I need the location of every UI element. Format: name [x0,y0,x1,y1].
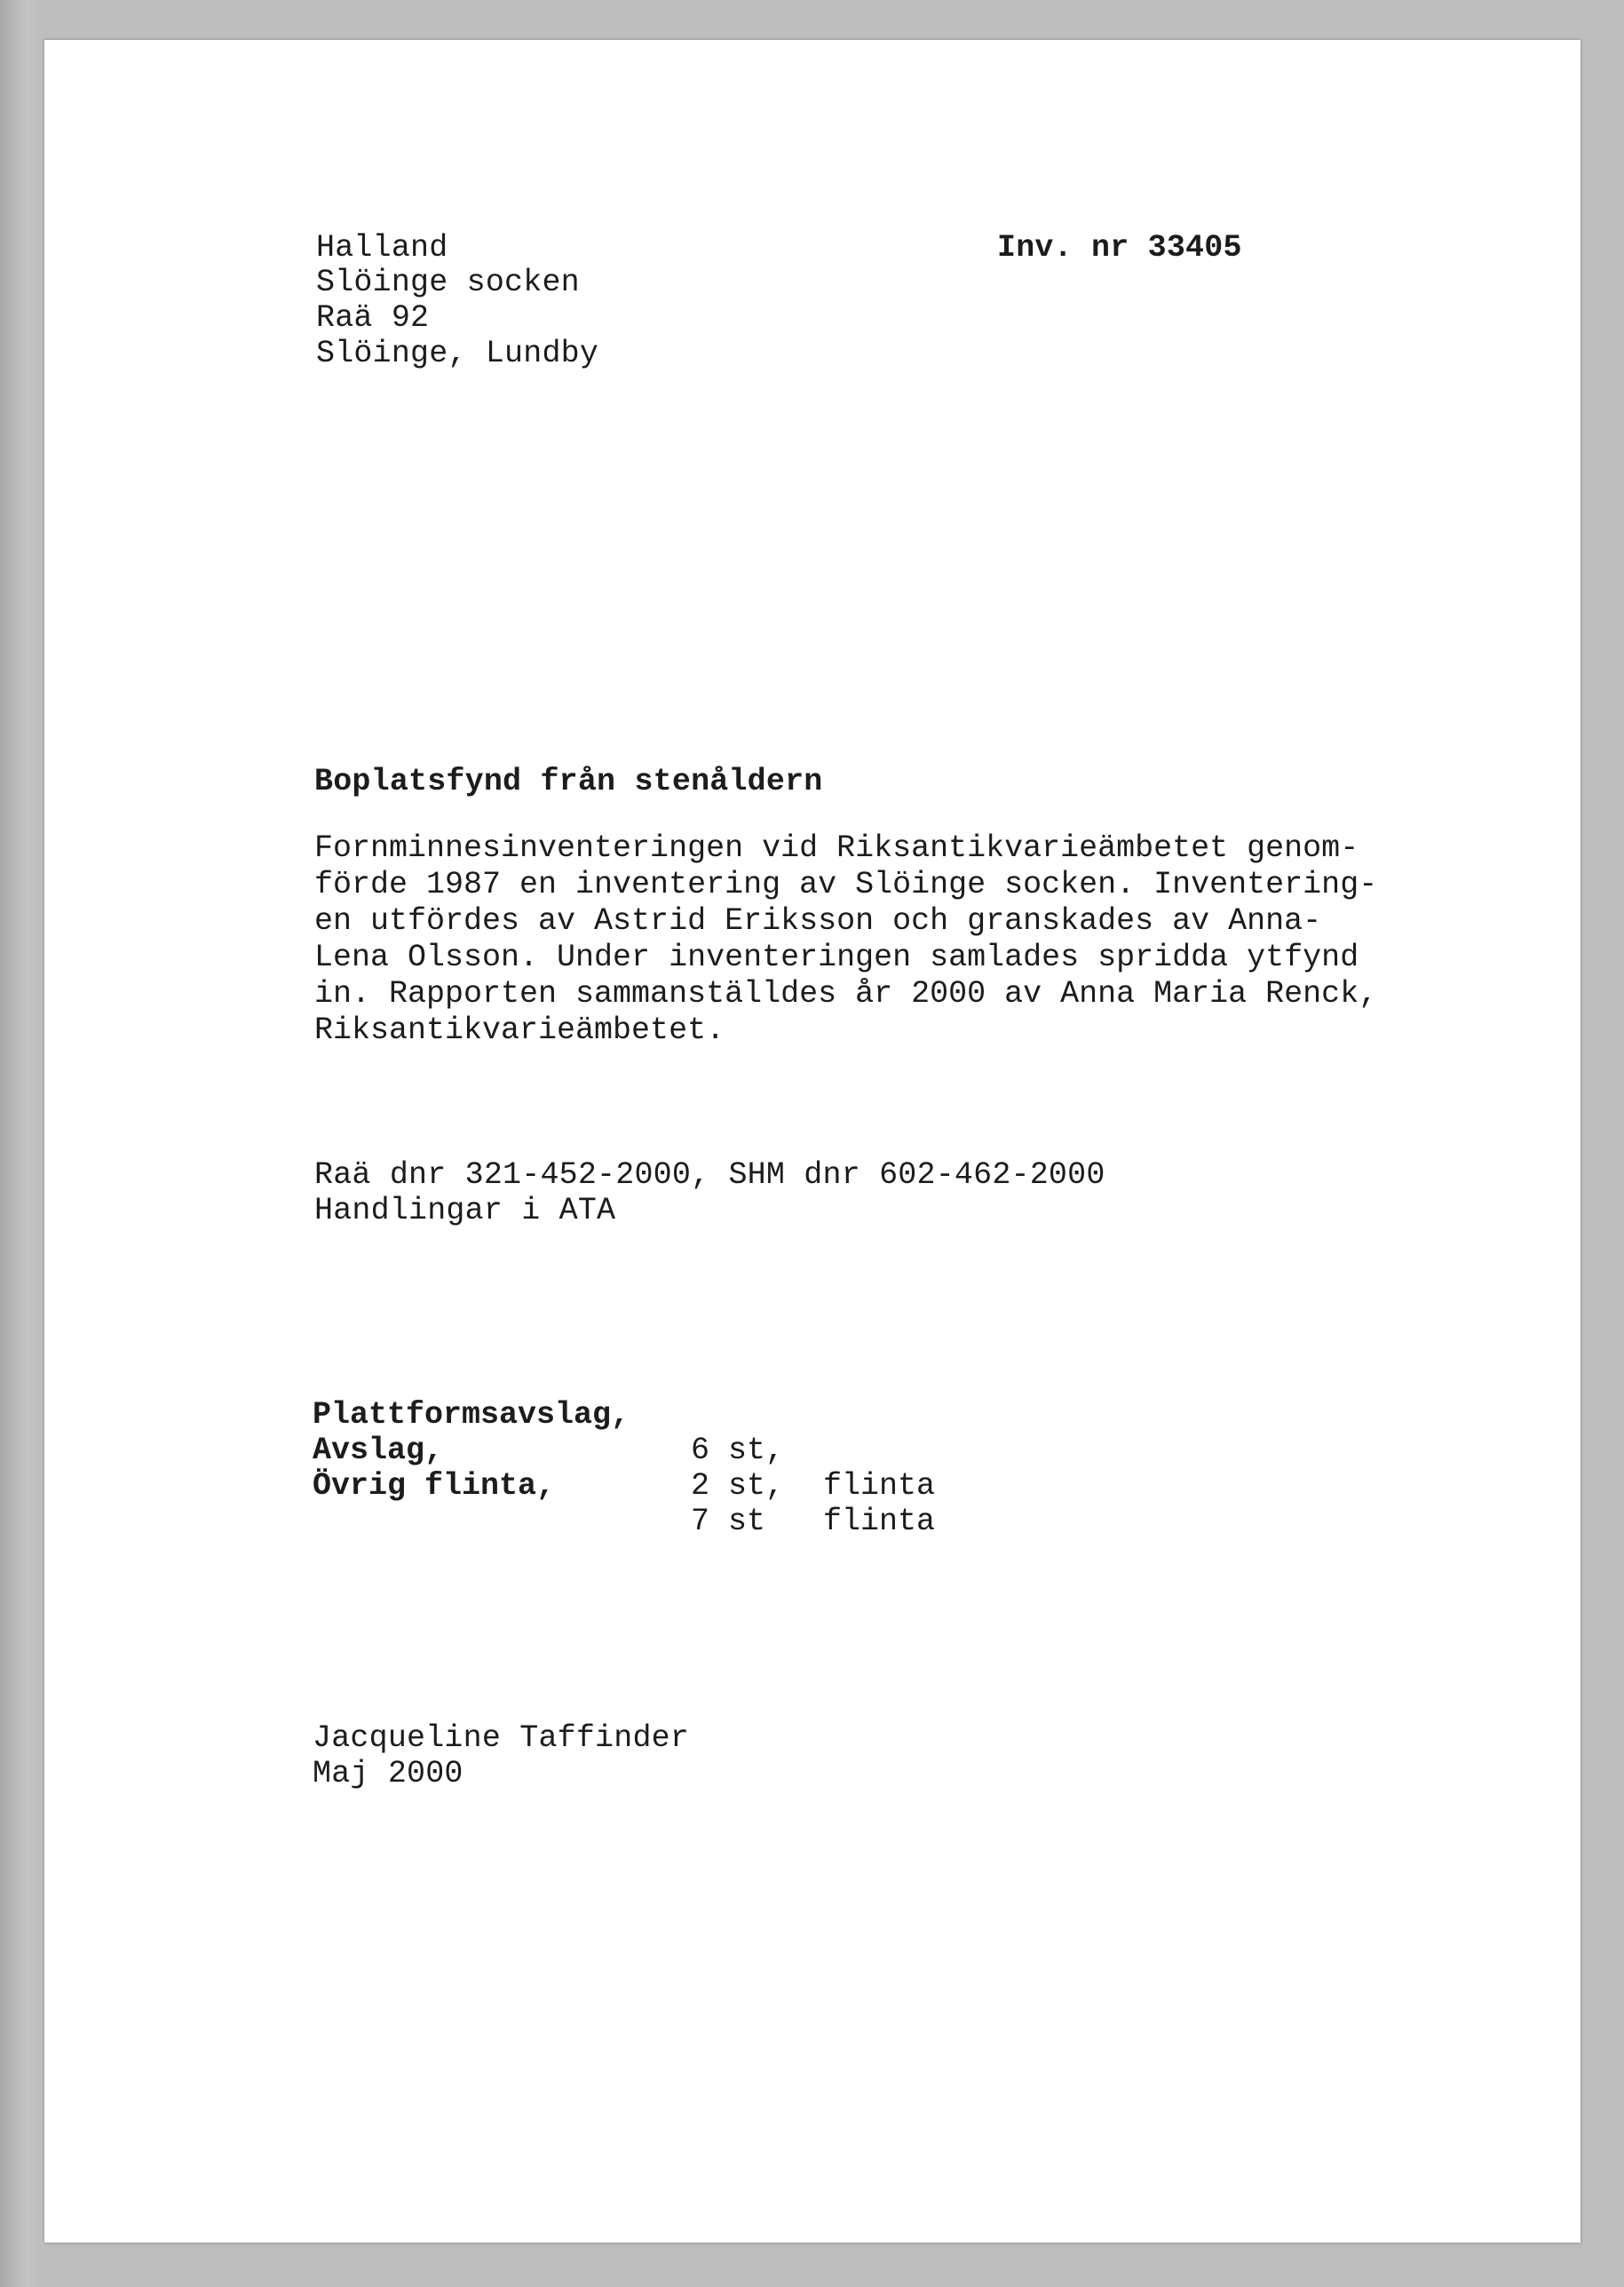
find-material: flinta [823,1504,936,1539]
body-paragraph [314,830,1377,1049]
location-place: Slöinge, Lundby [316,336,599,371]
body-line: Fornminnesinventeringen vid Riksantikvarieämbetet genom- [314,830,1359,866]
body-line: Lena Olsson. Under inventeringen samlades spridda ytfynd [314,940,1359,975]
find-count: 6 st, [691,1433,785,1468]
inventory-number: Inv. nr 33405 [997,230,1242,266]
body-line: Riksantikvarieämbetet. [314,1012,725,1048]
location-raa-number: Raä 92 [316,300,430,336]
body-line: förde 1987 en inventering av Slöinge socken. Inventering- [314,867,1378,902]
document-page [44,40,1580,2243]
signature-date: Maj 2000 [313,1756,463,1791]
find-material: flinta [823,1468,936,1504]
location-parish: Slöinge socken [316,265,580,300]
finds-list [313,1362,936,1539]
document-title: Boplatsfynd från stenåldern [314,764,823,799]
body-line: in. Rapporten sammanställdes år 2000 av Anna Maria Renck, [314,976,1378,1012]
find-type: Övrig flinta, [313,1468,556,1504]
reference-archive: Handlingar i ATA [314,1193,616,1228]
signature-name: Jacqueline Taffinder [313,1720,690,1756]
location-county: Halland [316,230,448,266]
reference-dnr: Raä dnr 321-452-2000, SHM dnr 602-462-2000 [314,1157,1105,1193]
find-count: 2 st, [691,1468,785,1504]
find-type: Avslag, [313,1433,444,1468]
find-count: 7 st [691,1504,766,1539]
body-line: en utfördes av Astrid Eriksson och granskades av Anna- [314,903,1322,939]
find-type: Plattformsavslag, [313,1397,630,1433]
